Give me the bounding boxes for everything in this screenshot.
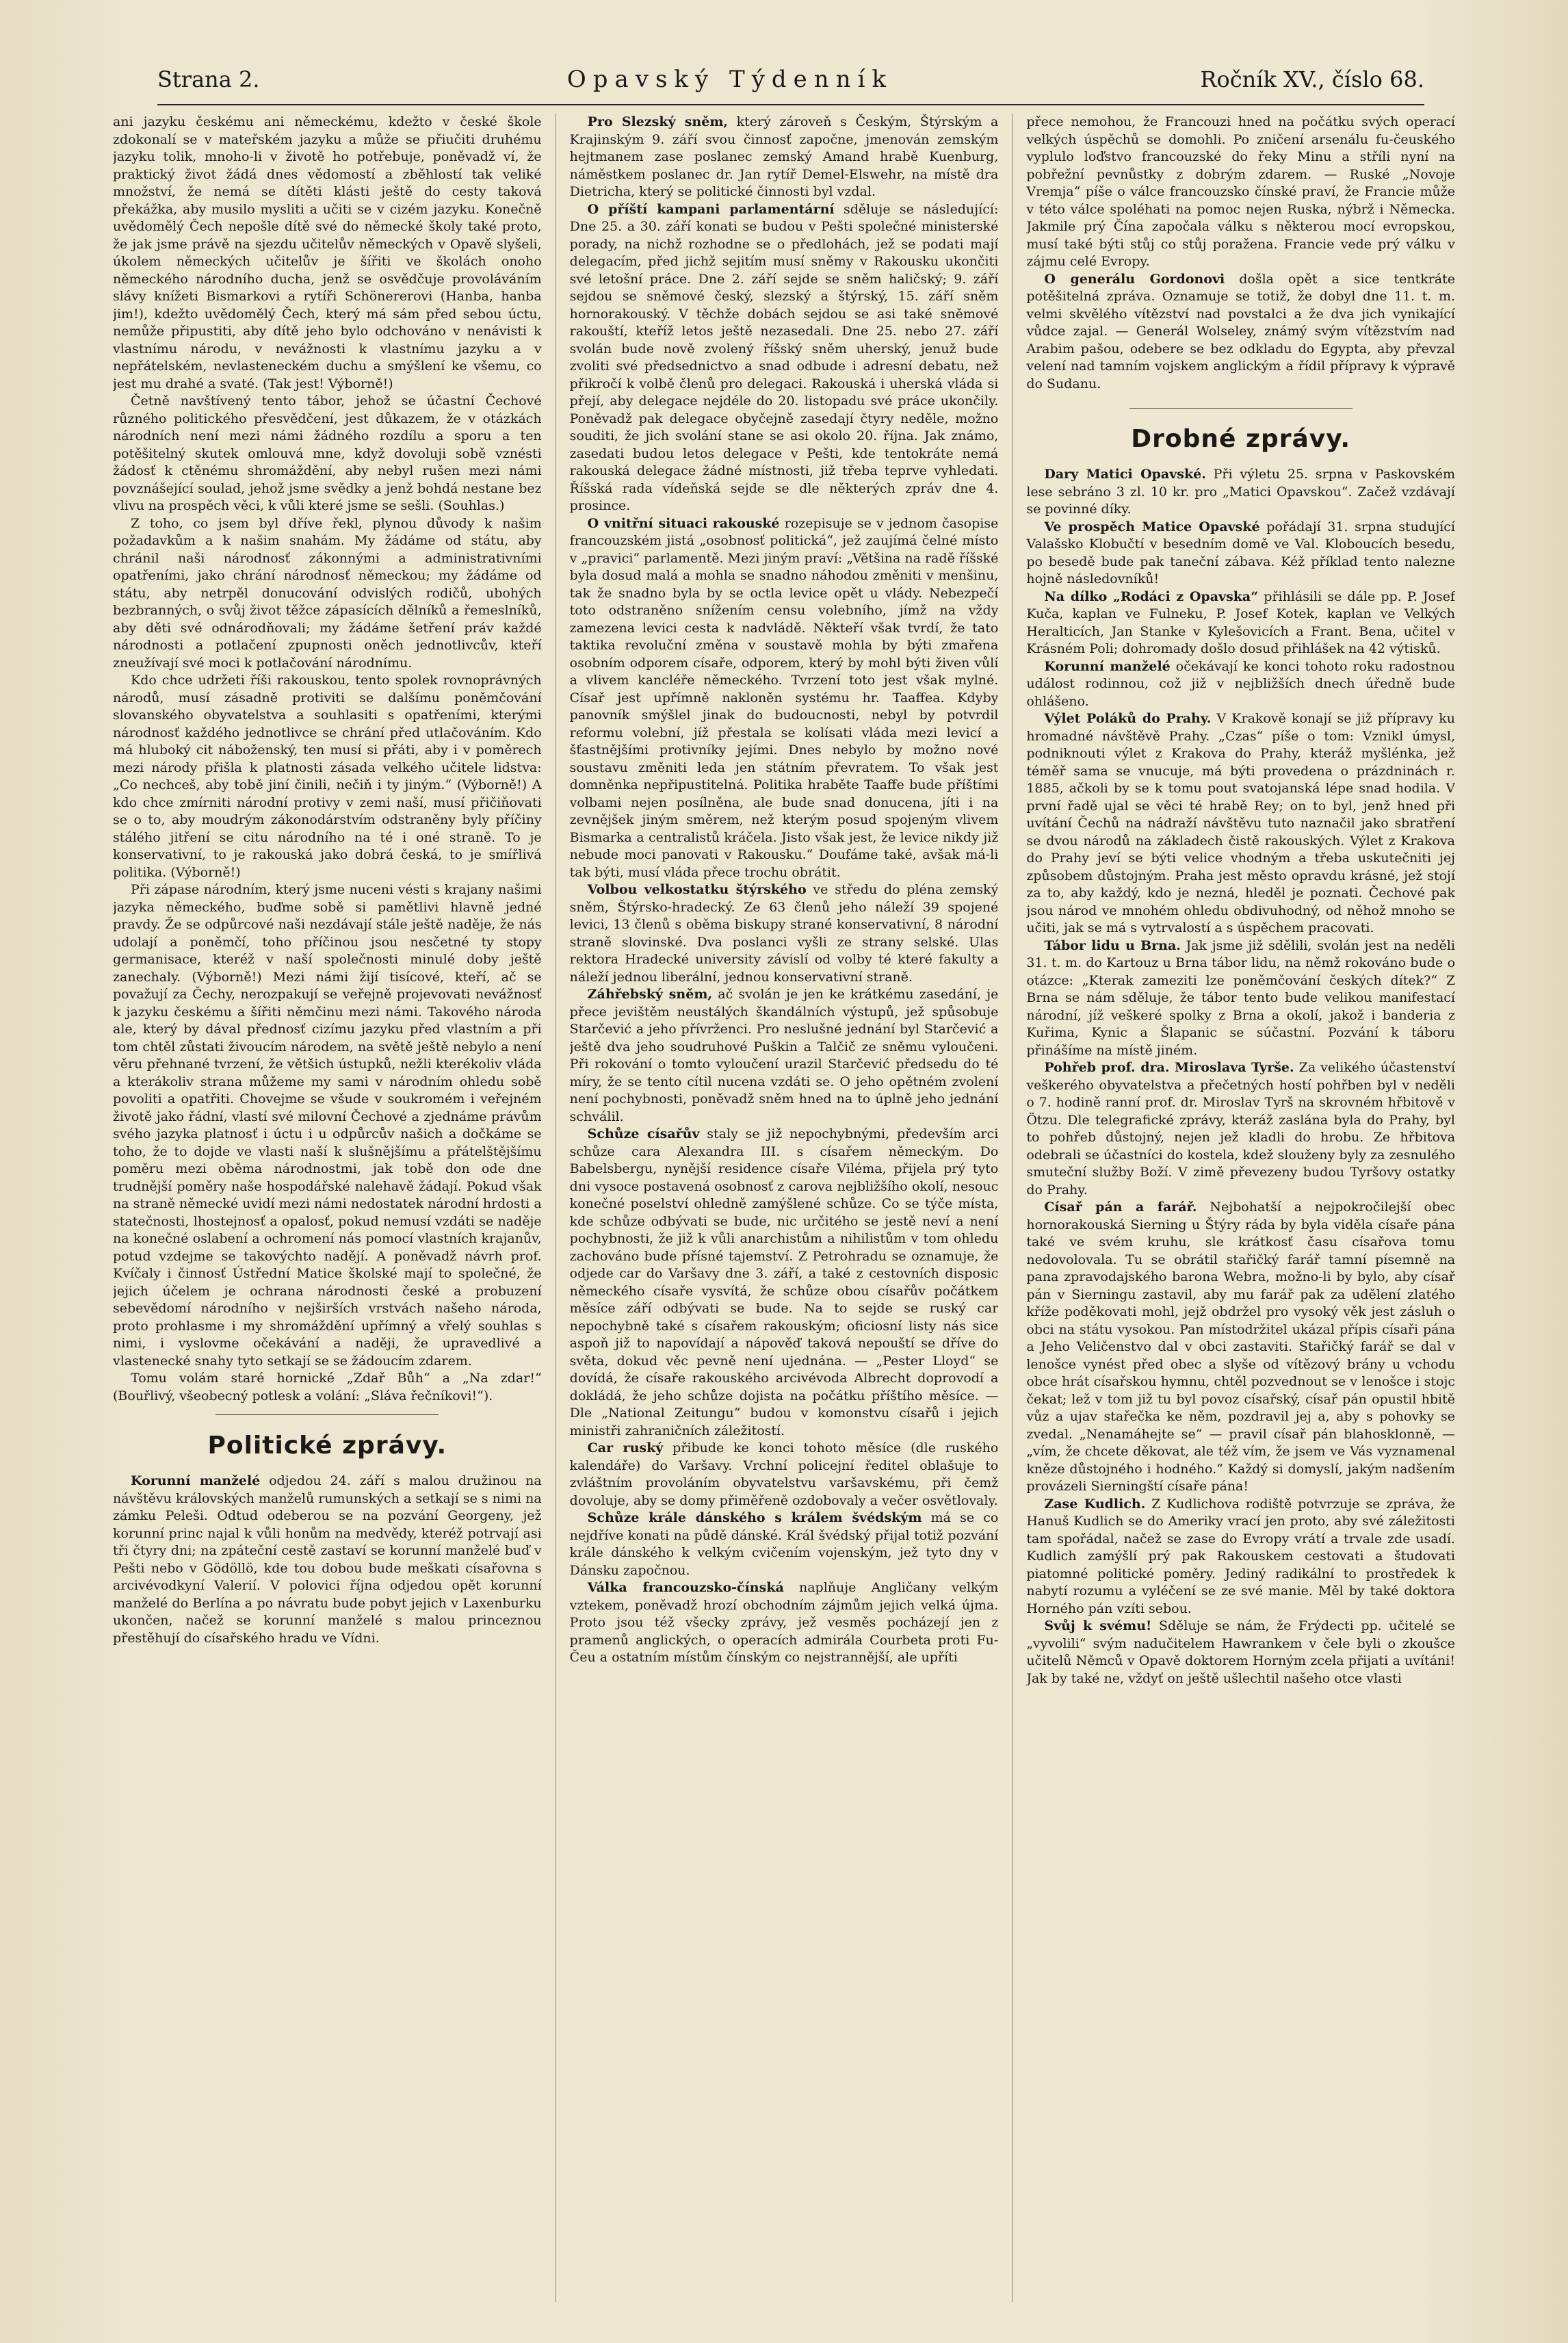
section-divider: [215, 1414, 439, 1415]
news-headline: O vnitřní situaci rakouské: [587, 515, 780, 531]
news-headline: Korunní manželé: [1044, 658, 1171, 674]
news-text: Sděluje se nám, že Frýdecti pp. učitelé se „vyvolili“ svým nadučitelem Hawrankem v čele byli o zkoušce učitelů Němců v Opavě doktorem Horným zcela přijati a uvítáni! Jak by také ne, vždyť on ještě ušlechtil našeho otce vlasti: [1026, 1618, 1456, 1686]
news-item: [1026, 271, 1455, 393]
news-headline: Car ruský: [587, 1440, 664, 1455]
news-headline: Dary Matici Opavské.: [1044, 467, 1206, 482]
news-text: V Krakově konají se již přípravy ku hromadné návštěvě Prahy. „Czas“ píše o tom: Vznikl úmysl, podniknouti výlet z Krakova do Prahy, kteráž myšlénka, jež téměř sama se vnucuje, má býti provedena o prázdninách r. 1885, ačkoli by se k tomu pout svatojanská lépe snad hodila. V první řadě ujal se věci té hrabě Rey; on to byl, jenž hned při uvítání Čechů na nádraží návštěvu tuto naznačil jako sbratření se dvou národů na základech čistě rakouských. Výlet z Krakova do Prahy jeví se býti velice vhodným a třeba uskutečniti jej způsobem důstojným. Praha jest město opravdu krásné, jež stojí za to, aby každý, kdo je nezná, hleděl je poznati. Čechové pak jsou národ ve mnohém ohledu obdivuhodný, od něhož mnoho se učiti, jak se má s vytrvalostí a s úspěchem pracovati.: [1026, 711, 1456, 935]
news-text: přibude ke konci tohoto měsíce (dle ruského kalendáře) do Varšavy. Vrchní policejní ředitel oblašuje to zvláštním provoláním obyvatelstvu varšavskému, při čemž dovoluje, aby se domy přiměřeně ozdobovaly a večer osvětlovaly.: [569, 1440, 999, 1508]
section-title: Politické zprávy.: [207, 1432, 447, 1460]
news-item: [1026, 937, 1455, 1060]
news-item: [570, 1579, 999, 1667]
news-text: Jak jsme již sdělili, svolán jest na neděli 31. t. m. do Kartouz u Brna tábor lidu, na němž rokováno bude o otázce: „Kterak zameziti lze poněmčování českých dítek?“ Z Brna se nám sděluje, že tábor tento bude velikou manifestací národní, jíž veškeré spolky z Brna a okolí, jakož i banderia z Kuřima, Kynic a Šlapanic se súčastní. Pozvání k táboru přinášíme na místě jiném.: [1026, 937, 1456, 1058]
news-item: [570, 881, 999, 986]
news-item: [1026, 588, 1455, 658]
news-text: očekávají ke konci tohoto roku radostnou událost rodinnou, což již v nejbližších dnech úředně bude ohlášeno.: [1026, 658, 1456, 709]
news-item: [1026, 710, 1455, 937]
page-number: Strana 2.: [157, 66, 260, 92]
article-paragraph: Při zápase národním, který jsme nuceni vésti s krajany našimi jazyka německého, buďme sobě si pamětlivi hlavně jedné pravdy. Že se odpůrcové naši nezdávají stále ještě naděje, že nás udolají a poněmčí, toho příčinou jsou nesčetné ty stopy germanisace, kteréž v naší společnosti minulé doby ještě zanechaly. (Výborně!) Mezi námi žijí tisícové, kteří, ač se považují za Čechy, nerozpakují se veřejně projevovati nevážnosť k jazyku českému a šířiti němčinu mezi námi. Takového národa ale, který by dával přednosť cizímu jazyku před vlastním a při tom chtěl zůstati živoucím národem, na světě ještě nebylo a není věru přehnané tvrzení, že většich ústupků, nežli kterékoliv vláda a kterákoliv strana můžeme my sami v národním ohledu sobě povoliti a opatřiti. Chovejme se všude v soukromém i veřejném životě jako řádní, vlastí své milovní Čechové a zjednáme právům svého jazyka platnosť i úctu i u odpůrcův našich a dočkáme se toho, že to dojde ve vlasti naší k slušnějšímu a přátelštějšímu poměru mezi oběma národnostmi, jak tobě don ode dne trudnější poměry naše hospodářské nalehavě žádají. Pokud však na straně německé uvidí mezi námi nedostatek národní hrdosti a statečnosti, lhostejnosť a opalosť, pokud nemusí vzdáti se naděje na konečné oslabení a ochromení nás pomocí vlastních krajanův, potud vzdejme se takovýchto nadějí. A poněvadž návrh prof. Kvíčaly i činnosť Ústřední Matice školské mají to společné, že jejich účelem je ochrana národnosti české a probuzení sebevědomí národního v nejširších vrstvách našeho národa, proto prohlasme i my shromáždění upřímný a vřelý souhlas s nimi, i vyslovme očekávání a naději, že upravedlivé a vlastenecké snahy tyto setkají se se žádoucím zdarem.: [113, 882, 542, 1369]
news-headline: Válka francouzsko-čínská: [587, 1580, 784, 1595]
news-headline: Zase Kudlich.: [1044, 1496, 1146, 1512]
news-text: ve středu do pléna zemský sněm, Štýrsko-hradecký. Ze 63 členů jeho náleží 39 spojené levici, 13 členů s oběma biskupy strané konservativní, 8 národní straně slovinské. Dva poslanci vyšli ze strany selské. Ulas rektora Hradecké university závislí od volby té které fakulty a náleží jednou liberální, jednou konservativní straně.: [569, 882, 999, 985]
news-item: [570, 515, 999, 882]
news-headline: Výlet Poláků do Prahy.: [1044, 711, 1212, 726]
news-item: [1026, 466, 1455, 519]
news-text: Nejbohatší a nejpokročilejší obec hornorakouská Sierning u Štýry ráda by byla viděla císaře pána také ve svém kruhu, sle krátkosť času císařova tomu nedovolovala. Tu se obrátil stařičký farář tamní písemně na pana zpravodajského barona Webra, možno-li by bylo, aby císař pán v Sierningu zastavil, aby mu farář pak za udělení zlatého kříže poděkovati mohl, jejž obdržel pro vysoký věk jest zásluh o obci na státu vysokou. Pan místodržitel ukázal přípis císaři pána a Jeho Veličenstvo dal v obci zastaviti. Stařičký farář se dal v lenošce vynést před obec a slyše od vítězový brány u vchodu obce hrát císařskou hymnu, chtěl pozvednout se v lenošce i stojc čekat; lež v tom již tu byl povoz císařský, císař pán opustil hbitě vůz a ujav stařečka ke něm, pozdravil jej a, aby s pohovky se zvedal. „Nenamáhejte se“ — pravil císař pán blahosklonně, — „vím, že chcete děkovat, ale též vím, že jsem ve Vás vyznamenal kněze důstojného i hodného.“ Každý si domyslí, jakým nadšením provázeli Sierningští císaře pána!: [1026, 1200, 1456, 1494]
news-item: [570, 1440, 999, 1510]
news-headline: Záhřebský sněm,: [587, 987, 713, 1002]
section-title: Drobné zprávy.: [1131, 425, 1351, 453]
news-text: ač svolán je jen ke krátkému zasedání, je přece jevištěm neustálých škandálních výstupů, jež spůsobuje Starčević a jeho přívrženci. Pro neslušné jednání byl Starčević a ještě dva jeho soudruhové Puškin a Talčič ze sněmu vyloučeni. Při rokování o tomto vyloučení urazil Starčević předsedu do té míry, že se tento cítil nucena vzdáti se. O jeho opětném zvolení není pochybnosti, poněvadž sněm hned na to úplně jeho jednání schválil.: [569, 987, 999, 1124]
article-paragraph: přece nemohou, že Francouzi hned na počátku svých operací velkých úspěchů se domohli. Po zničení arsenálu fu-čeuského vyplulo loďstvo francouzské do řeky Minu a stříli nyní na pobřežní pevnůstky z dobrým zdarem. — Ruské „Novoje Vremja“ píše o válce francouzsko čínské praví, že Francie může v této válce spoléhati na pomoc nejen Ruska, nýbrž i Německa. Jakmile prý Čína započala válku s některou mocí evropskou, musí také býti stůj co stůj poražena. Francie vede prý válku v zájmu celé Evropy.: [1026, 114, 1456, 269]
news-item: [1026, 658, 1455, 711]
news-text: Za velikého účastenství veškerého obyvatelstva a přečetných hostí pohřben byl v neděli o 7. hodině ranní prof. dr. Miroslav Tyrš na skrovném hřbitově v Ötzu. Dle telegrafické zprávy, kteráž zaslána byla do Prahy, byl to pohřeb důstojný, nejen jež kladli do hrobu. Ze hřbitova odebrali se účastníci do kostela, kdež slouženy byly za zesnulého smuteční služby Boží. V zimě převezeny budou Tyršovy ostatky do Prahy.: [1026, 1060, 1456, 1198]
masthead-title: Opavský Týdenník: [566, 66, 893, 93]
news-headline: Schůze císařův: [587, 1126, 700, 1141]
news-item: [1026, 519, 1455, 588]
news-item: [570, 201, 999, 515]
news-headline: Císař pán a farář.: [1044, 1200, 1197, 1215]
news-item: [1026, 1059, 1455, 1199]
news-text: Z Kudlichova rodiště potvrzuje se zpráva, že Hanuš Kudlich se do Ameriky vrací jen proto, aby své záležitosti tam spořádal, načež se zase do Evropy vrátí a trvale zde usadí. Kudlich zamýšlí prý pak Rakouskem cestovati a študovati piatomné politické poměry. Jediný radikální to prostředek k nabytí rozumu a vyléčení se ze své manie. Měl by také doktora Horného pán vzíti sebou.: [1026, 1496, 1456, 1616]
news-headline: Korunní manželé: [131, 1473, 261, 1488]
article-paragraph: Četně navštívený tento tábor, jehož se účastní Čechové různého politického přesvědčení, jest důkazem, že v otázkách národních není mezi námi žádného rozdílu a sporu a ten potěšitelný skutek omlouvá mne, když dovoluji sobě vznésti žádosť k ctěnému shromáždění, aby nebyl rušen mezi námi povznášející soulad, jehož jsme svědky a jenž bohdá nestane bez vlivu na prospěch věci, k vůli které jsme se sešli. (Souhlas.): [113, 393, 542, 513]
article-paragraph: Kdo chce udržeti říši rakouskou, tento spolek rovnoprávných národů, musí zásadně protiviti se dalšímu poněmčování slovanského obyvatelstva a souhlasiti s opatřeními, kterými národnosť každého jednotlivce se chrání před utlačováním. Kdo má hluboký cit náboženský, ten musí si přáti, aby i v poměrech mezi národy přišla k platnosti zásada velkého učitele lidstva: „Co nechceš, aby tobě jiní činili, nečiň i ty jiným.“ (Výborně!) A kdo chce zmírniti národní protivy v zemi naší, musí přičiňovati se o to, aby moudrým zákonodárstvím odstraněny byly příčiny stálého jitření se citu národního na té i oné straně. To je konservativní, to je rakouská jako dobrá česká, to je smířlivá politika. (Výborně!): [113, 673, 542, 880]
news-headline: Pro Slezský sněm,: [587, 114, 729, 129]
news-item: [570, 986, 999, 1126]
news-headline: Svůj k svému!: [1044, 1618, 1152, 1633]
news-text: staly se již nepochybnými, především arci schůze cara Alexandra III. s císařem německým. Do Babelsbergu, nynější residence císaře Viléma, přijela prý tyto dni vysoce postavená osobnosť z carova nejbližšího okolí, nesouc konečné poselství ohledně zamýšlené schůze. Co se týče místa, kde schůze odbývati se bude, nic určitého se jestě neví a není pochybnosti, že již k vůli anarchistům a nihilistům v tom ohledu zachováno bude přísné tajemství. Z Petrohradu se oznamuje, že odjede car do Varšavy dne 3. září, a také z cestovních disposic německého císaře vysvítá, že schůze obou císařův počátkem měsíce září odbývati se bude. Na to sejde se ruský car nepochybně také s císařem rakouským; oficiosní listy nás sice aspoň již to napovídají a nápověď taková nepouští se dříve do světa, dokud věc pevně není ujednána. — „Pester Lloyd“ se dovídá, že císaře rakouského arcivévoda Albrecht doprovodí a dokládá, že jeho schůze dojista na počátku příštího měsíce. — Dle „National Zeitungu“ budou v komonstvu císařů i jejich ministři zahraničních záležitostí.: [569, 1126, 999, 1438]
news-text: odjedou 24. září s malou družinou na návštěvu královských manželů rumunských a setkají se s nimi na zámku Peleši. Odtud odeberou se na pozvání Georgeny, jež korunní princ najal k vůli honům na medvědy, kteréž potrvají asi tři čtyry dni; na zpáteční cestě zastaví se korunní manželé buď v Pešti nebo v Gödöllö, kde tou dobou bude meškati císařovna s arcivévodkyní Valerií. V polovici října odjedou opět korunní manželé do Berlína a po návratu bude pobyt jejich v Laxenburku ukončen, načež se korunní manželé s malou princeznou přestěhují do císařského hradu ve Vídni.: [113, 1473, 542, 1646]
news-text: který zároveň s Českým, Štýrským a Krajinským 9. září svou činnosť započne, jmenován zemským hejtmanem zase poslanec zemský Amand hrabě Kuenburg, náměstkem poslanec dr. Jan rytíř Demel-Elswehr, na místě dra Dietricha, který se politické činnosti byl vzdal.: [569, 114, 999, 199]
article-paragraph: Z toho, co jsem byl dříve řekl, plynou důvody k našim požadavkům a k našim snahám. My žádáme od státu, aby chránil naši národnosť zákonnými a administrativními opatřeními, jako chrání národnosť německou; my žádáme od státu, aby netrpěl donucování odvislých rodičů, ubohých bezbranných, o svůj život těžce zápasících dělníků a řemeslníků, aby děti své odnárodňovali; my žádáme šetření práv každé národnosti a potlačení zpupnosti oněch jednotlivcův, kteří zneužívají své moci k potlačování národnímu.: [113, 515, 542, 671]
column-3: [1026, 114, 1455, 2302]
news-text: naplňuje Angličany velkým vztekem, poněvadž hrozí obchodním zájmům jejich velká újma. Proto jsou též všecky zprávy, jež vesměs pocházejí jen z pramenů anglických, o operacích admirála Courbeta proti Fu-Čeu a ostatním místům čínským co nejstrannější, ale upříti: [569, 1580, 999, 1665]
news-text: přihlásili se dále pp. P. Josef Kuča, kaplan ve Fulneku, P. Josef Kotek, kaplan ve Velkých Heralticích, Jan Stanke v Kylešovicích a Frant. Bena, učitel v Krásném Poli; dohromady došlo dosud přihlášek na 42 výtisků.: [1026, 588, 1456, 656]
news-headline: Ve prospěch Matice Opavské: [1044, 519, 1260, 534]
section-divider: [1129, 408, 1353, 409]
news-headline: Volbou velkostatku štýrského: [587, 882, 807, 897]
news-headline: Tábor lidu u Brna.: [1044, 937, 1181, 953]
news-headline: Na dílko „Rodáci z Opavska“: [1044, 588, 1259, 604]
column-1: [113, 114, 542, 2302]
news-headline: O příští kampani parlamentární: [587, 201, 835, 217]
news-item: [113, 1473, 542, 1647]
news-headline: Pohřeb prof. dra. Miroslava Tyrše.: [1044, 1060, 1294, 1075]
text-columns: [113, 114, 1455, 2302]
news-item: [570, 1510, 999, 1579]
article-paragraph: ani jazyku českému ani německému, kdežto v české škole zdokonalí se v mateřském jazyku a může se přiučiti druhému jazyku tolik, mnoho-li v životě ho potřebuje, poněvadž ví, že praktický život žádá dnes vědomostí a zběhlostí tak veliké množství, že nemá se dítěti klásti ještě do cesty taková překážka, aby musilo mysliti a učiti se v cizém jazyku. Konečně uvědomělý Čech nepošle dítě své do německé školy také proto, že jak jsme právě na sjezdu učitelův německých v Opavě slyšeli, úkolem německých učitelův je šířiti ve školách onoho německého národního ducha, jenž se osvědčuje provoláváním slávy knížeti Bismarkovi a rytíři Schönererovi (Hanba, hanba jim!), kdežto uvědomělý Čech, který má sám před sebou úctu, nemůže připustiti, aby dítě jeho bylo odchováno v nenávisti k vlastnímu národu, v nevážnosti k vlastnímu jazyku a v nepřátelském, nevlasteneckém duchu a smýšlení ke všemu, co jest mu drahé a svaté. (Tak jest! Výborně!): [113, 114, 542, 391]
news-item: [1026, 1496, 1455, 1618]
column-2: [570, 114, 999, 2302]
issue-info: Ročník XV., číslo 68.: [1200, 66, 1424, 92]
news-text: došla opět a sice tentkráte potěšitelná zpráva. Oznamuje se totiž, že dobyl dne 11. t. m. velmi skvělého vítězství nad povstalci a že dva jich vynikající vůdce zajal. — Generál Wolseley, známý svým vítězstvím nad Arabim pašou, odebere se bez odkladu do Egypta, aby převzal velení nad tamním vojskem anglickým a řídil přípravy k výpravě do Sudanu.: [1026, 271, 1456, 391]
news-headline: Schůze krále dánského s králem švédským: [587, 1510, 922, 1525]
news-text: pořádají 31. srpna studující Valašsko Klobučtí v besedním domě ve Val. Kloboucích besedu, po besedě bude pak taneční zábava. Kéž příklad tento nalezne hojně následovníků!: [1026, 519, 1456, 586]
article-paragraph: Tomu volám staré hornické „Zdař Bůh“ a „Na zdar!“ (Bouřlivý, všeobecný potlesk a volání: „Sláva řečníkovi!“).: [113, 1371, 542, 1403]
news-item: [570, 1126, 999, 1440]
news-item: [1026, 1618, 1455, 1687]
news-text: rozepisuje se v jednom časopise francouzském jistá „osobnosť politická“, jež zaujímá čelné místo v „pravici“ parlamentě. Mezi jiným praví: „Většina na radě říšské byla dosud malá a mohla se snadno náhodou změniti v menšinu, tak že snadno byla by se octla levice opět u vlády. Nebezpečí toto odstraněno snížením censu volebního, jímž na vždy zamezena levici cesta k nadvládě. Někteří však tvrdí, že tato taktika revoluční změna v soustavě mohla by býti zmařena osobním odporem císaře, odporem, který by mohl býti živen vůlí a vlivem kancléře německého. Tvrzení toto jest však mylné. Císař jest upřímně nakloněn systému hr. Taaffea. Kdyby panovník smýšlel jinak do budoucnosti, nebyl by potvrdil reformu volební, jíž přestala se kolísati vláda mezi levicí a šťastnějšími protivníky jejími. Dnes nebylo by možno nové soustavu změniti leda jen státním převratem. To však jest domněnka nepřipustitelná. Politika hraběte Taaffe bude příštími volbami nejen posílněna, ale bude snad donucena, jíti i na zevnějšek jiným směrem, než kterým posud spojeným vlivem Bismarka a centralistů kráčela. Jisto však jest, že levice nikdy již nebude moci panovati v Rakousku.“ Doufáme také, avšak má-li tak býti, musí vláda přece trochu obrátit.: [569, 515, 999, 880]
news-item: [570, 114, 999, 201]
news-text: má se co nejdříve konati na půdě dánské. Král švédský přijal totiž pozvání krále dánského k velkým cvičením vojenským, jež tyto dny v Dánsku započnou.: [569, 1510, 999, 1578]
news-text: Při výletu 25. srpna v Paskovském lese sebráno 3 zl. 10 kr. pro „Matici Opavskou“. Začež vzdávají se povinné díky.: [1026, 467, 1456, 517]
page-header: [157, 66, 1424, 105]
news-headline: O generálu Gordonovi: [1044, 271, 1225, 287]
news-text: sděluje se následující: Dne 25. a 30. září konati se budou v Pešti společné ministerské porady, na nichž rozhodne se o předlohách, jež se podati mají delegacím, před jichž sejitím musí sněmy v Rakousku ukončiti své letošní práce. Dne 2. září sejde se sněm haličský; 9. září sejdou se sněmové český, slezský a štýrský, 15. září sněm hornorakouský. V těchže dobách sejdou se asi také sněmové rakouští, kteříž letos ještě nezasedali. Dne 25. nebo 27. září svolán bude nově zvolený říšský sněm uherský, jenuž bude zvoliti své předsednictvo a snad odbude i adresní debatu, než přikročí k volbě členů pro delegaci. Rakouská i uherská vláda si přejí, aby delegace nejdéle do 20. listopadu své práce ukončily. Poněvadž pak delegace obyčejně zasedají čtyry neděle, možno souditi, že jich svolání stane se asi okolo 20. října. Jak známo, zasedati budou letos delegace v Pešti, kde tentokráte nemá rakouská delegace žádné místnosti, již třeba teprve vyhledati. Říšská rada vídeňská sejde se dle některých zpráv dne 4. prosince.: [569, 201, 999, 513]
news-item: [1026, 1199, 1455, 1496]
